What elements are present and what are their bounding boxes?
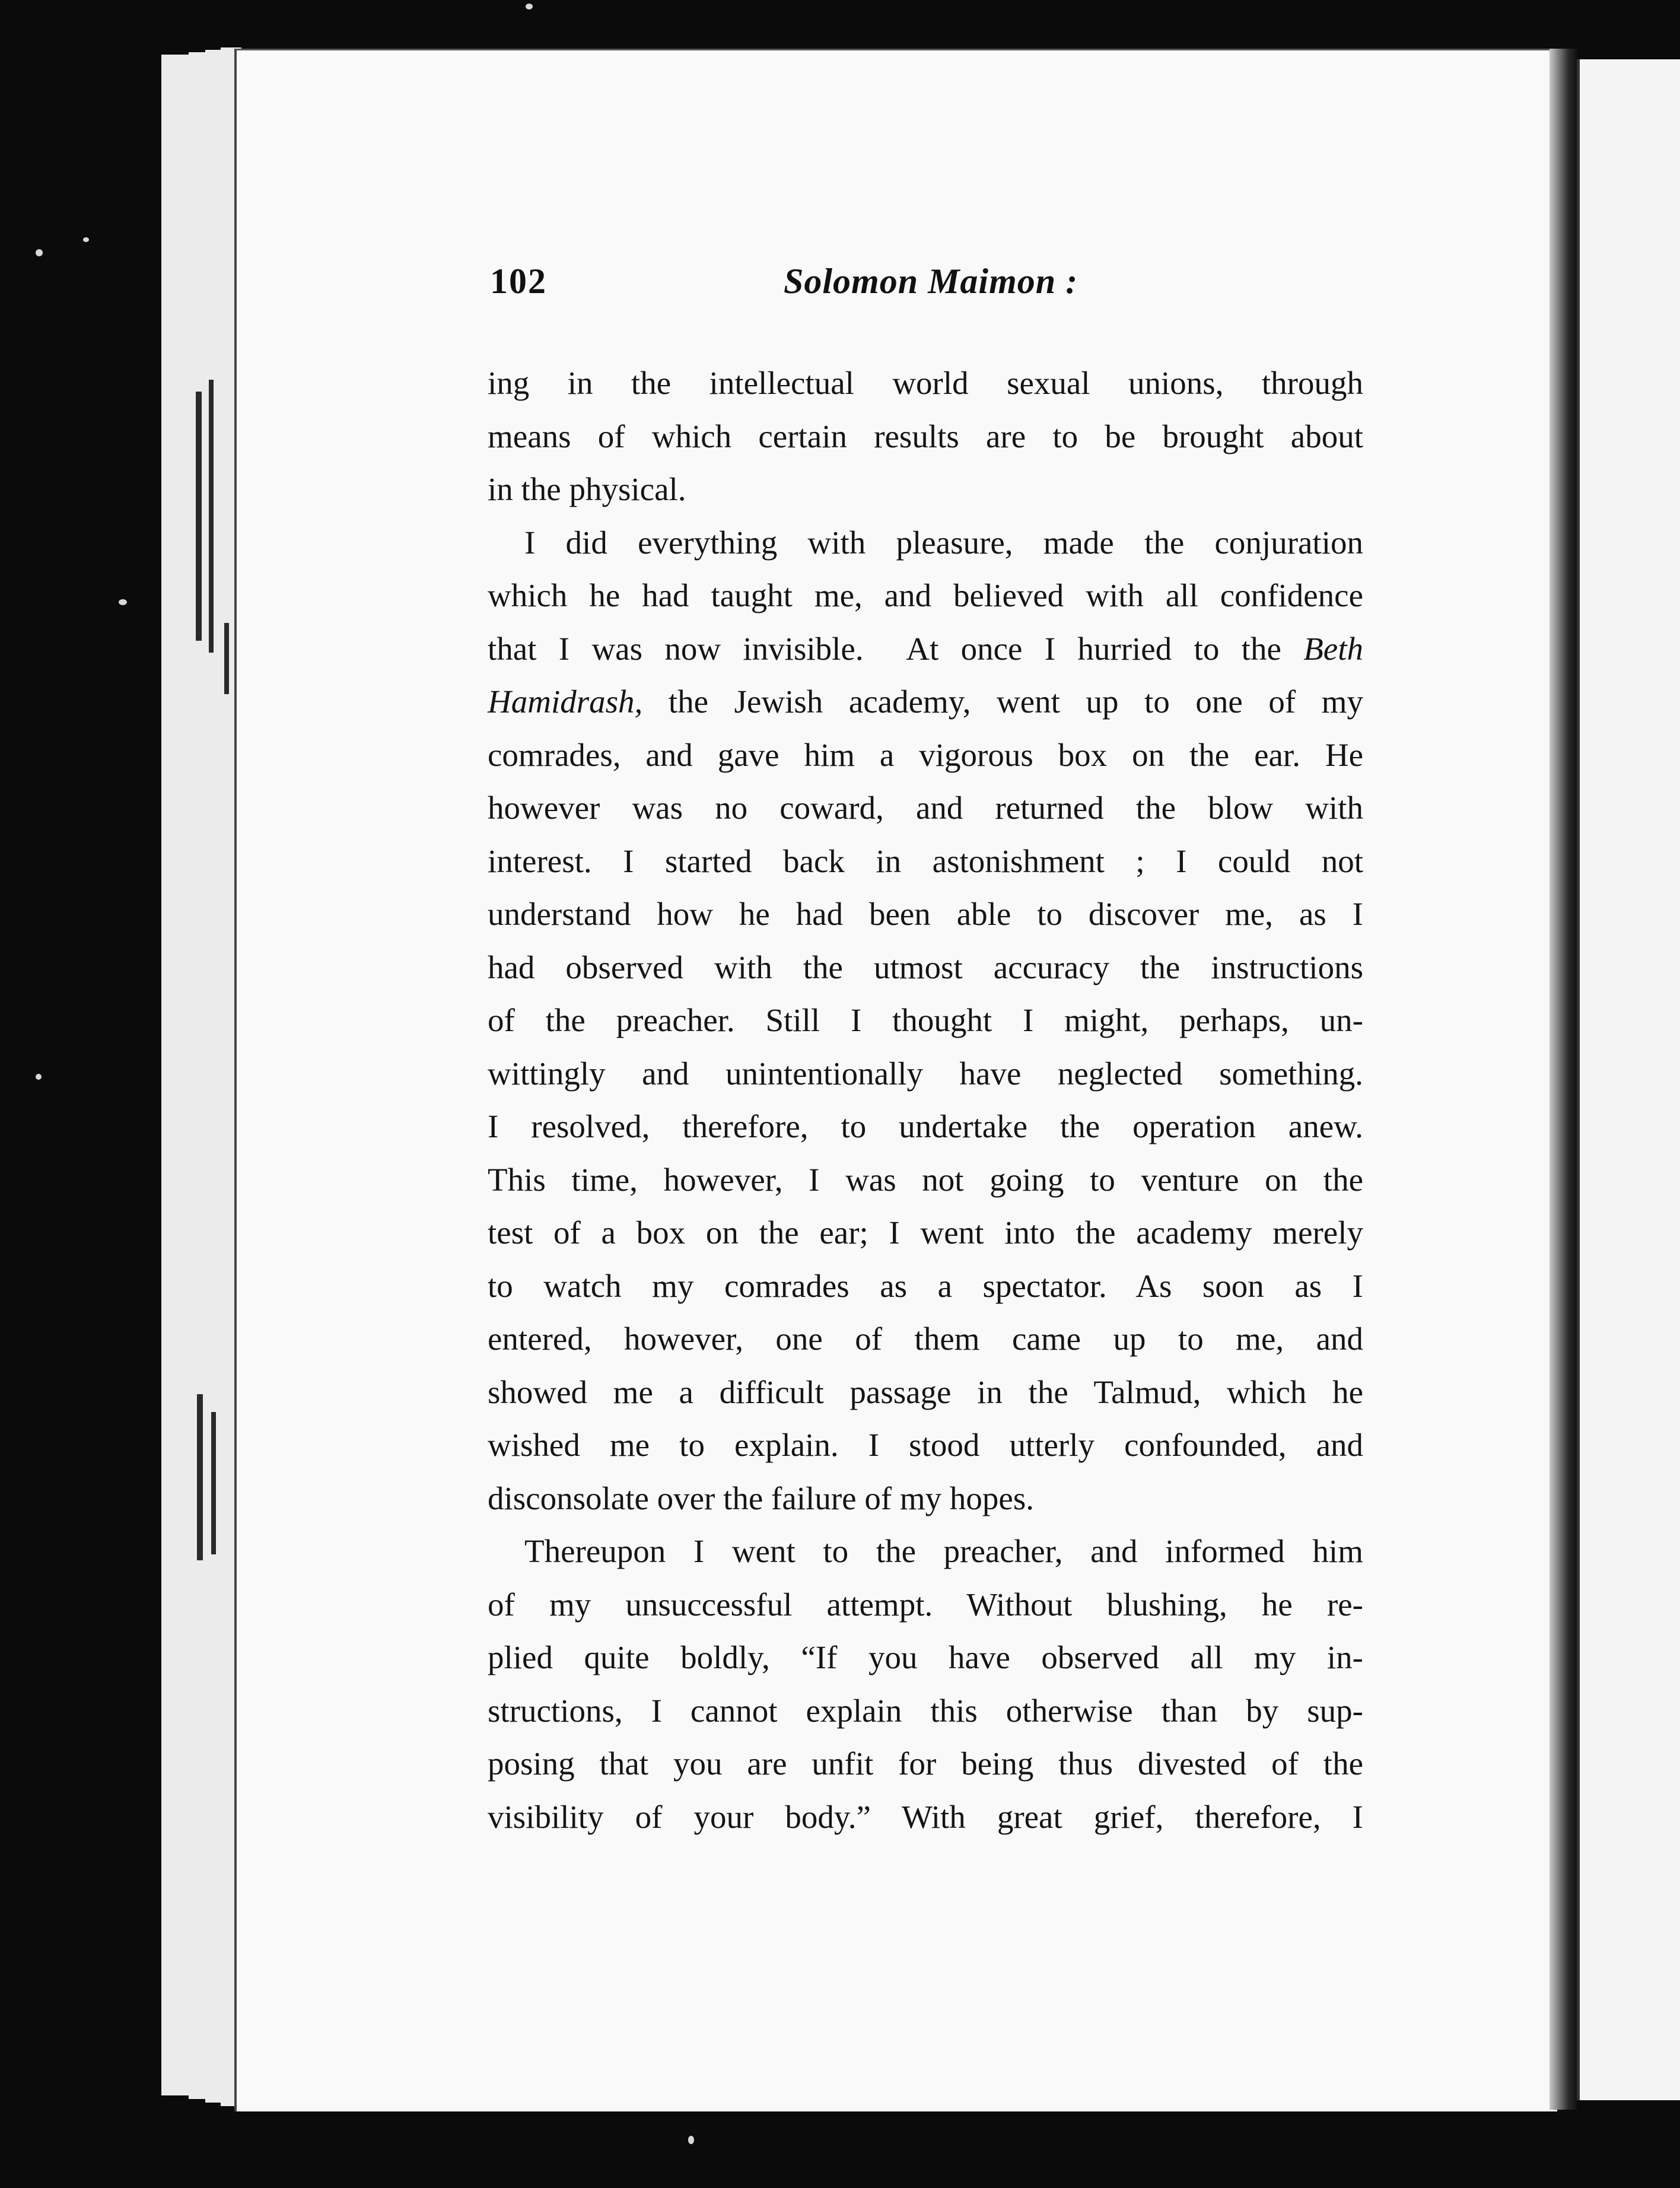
body-text [488,357,1363,1843]
bleed-through-mark [197,1394,203,1560]
text-line: had observed with the utmost accuracy the instructions [488,949,1363,985]
text-line: wished me to explain. I stood utterly confounded, and [488,1427,1363,1463]
text-line: test of a box on the ear; I went into the academy merely [488,1214,1363,1251]
dust-speck [36,249,43,256]
running-head [490,261,1362,314]
bleed-through-mark [196,392,202,641]
dust-speck [119,599,127,605]
text-segment: that I was now invisible. At once I hurried to the [488,630,1304,667]
text-line: understand how he had been able to discover me, as I [488,896,1363,932]
text-line: ing in the intellectual world sexual unions, through [488,365,1363,401]
text-line: plied quite boldly, “If you have observed all my in- [488,1639,1363,1675]
dust-speck [36,1074,42,1080]
text-line: posing that you are unfit for being thus divested of the [488,1745,1363,1782]
dust-speck [526,4,533,9]
bleed-through-mark [209,380,214,653]
text-line: Thereupon I went to the preacher, and informed him [524,1533,1363,1569]
dust-speck [83,237,89,242]
italic-term-beth: Beth [1303,630,1363,667]
gutter-shadow [1549,49,1577,2110]
text-line [488,675,1363,729]
text-line: of the preacher. Still I thought I might, perhaps, un- [488,1002,1363,1038]
running-title: Solomon Maimon : [784,262,1078,301]
text-line: entered, however, one of them came up to me, and [488,1321,1363,1357]
text-line: disconsolate over the failure of my hopes. [488,1480,1034,1516]
text-line: This time, however, I was not going to venture on the [488,1161,1363,1198]
text-line: wittingly and unintentionally have neglected something. [488,1055,1363,1092]
page-number: 102 [490,262,547,301]
text-line: means of which certain results are to be brought about [488,418,1363,454]
text-line: in the physical. [488,471,686,507]
text-line: I did everything with pleasure, made the conjuration [524,524,1363,561]
dust-speck [688,2136,694,2144]
facing-page-edge [1577,59,1680,2100]
text-line: structions, I cannot explain this otherwise than by sup- [488,1692,1363,1729]
text-line: which he had taught me, and believed with all confidence [488,577,1363,613]
text-line: however was no coward, and returned the blow with [488,790,1363,826]
text-line: of my unsuccessful attempt. Without blushing, he re- [488,1586,1363,1623]
text-line: comrades, and gave him a vigorous box on the ear. He [488,736,1363,773]
text-line: visibility of your body.” With great grief, therefore, I [488,1798,1363,1835]
text-line: to watch my comrades as a spectator. As soon as I [488,1267,1363,1304]
bleed-through-mark [224,623,229,694]
italic-term-hamidrash: Hamidrash, [488,683,643,720]
text-line: I resolved, therefore, to undertake the operation anew. [488,1108,1363,1144]
text-segment: the Jewish academy, went up to one of my [642,683,1363,720]
text-line: showed me a difficult passage in the Talmud, which he [488,1373,1363,1410]
text-line: interest. I started back in astonishment ; I could not [488,842,1363,879]
bleed-through-mark [211,1412,216,1554]
text-line [488,622,1363,676]
